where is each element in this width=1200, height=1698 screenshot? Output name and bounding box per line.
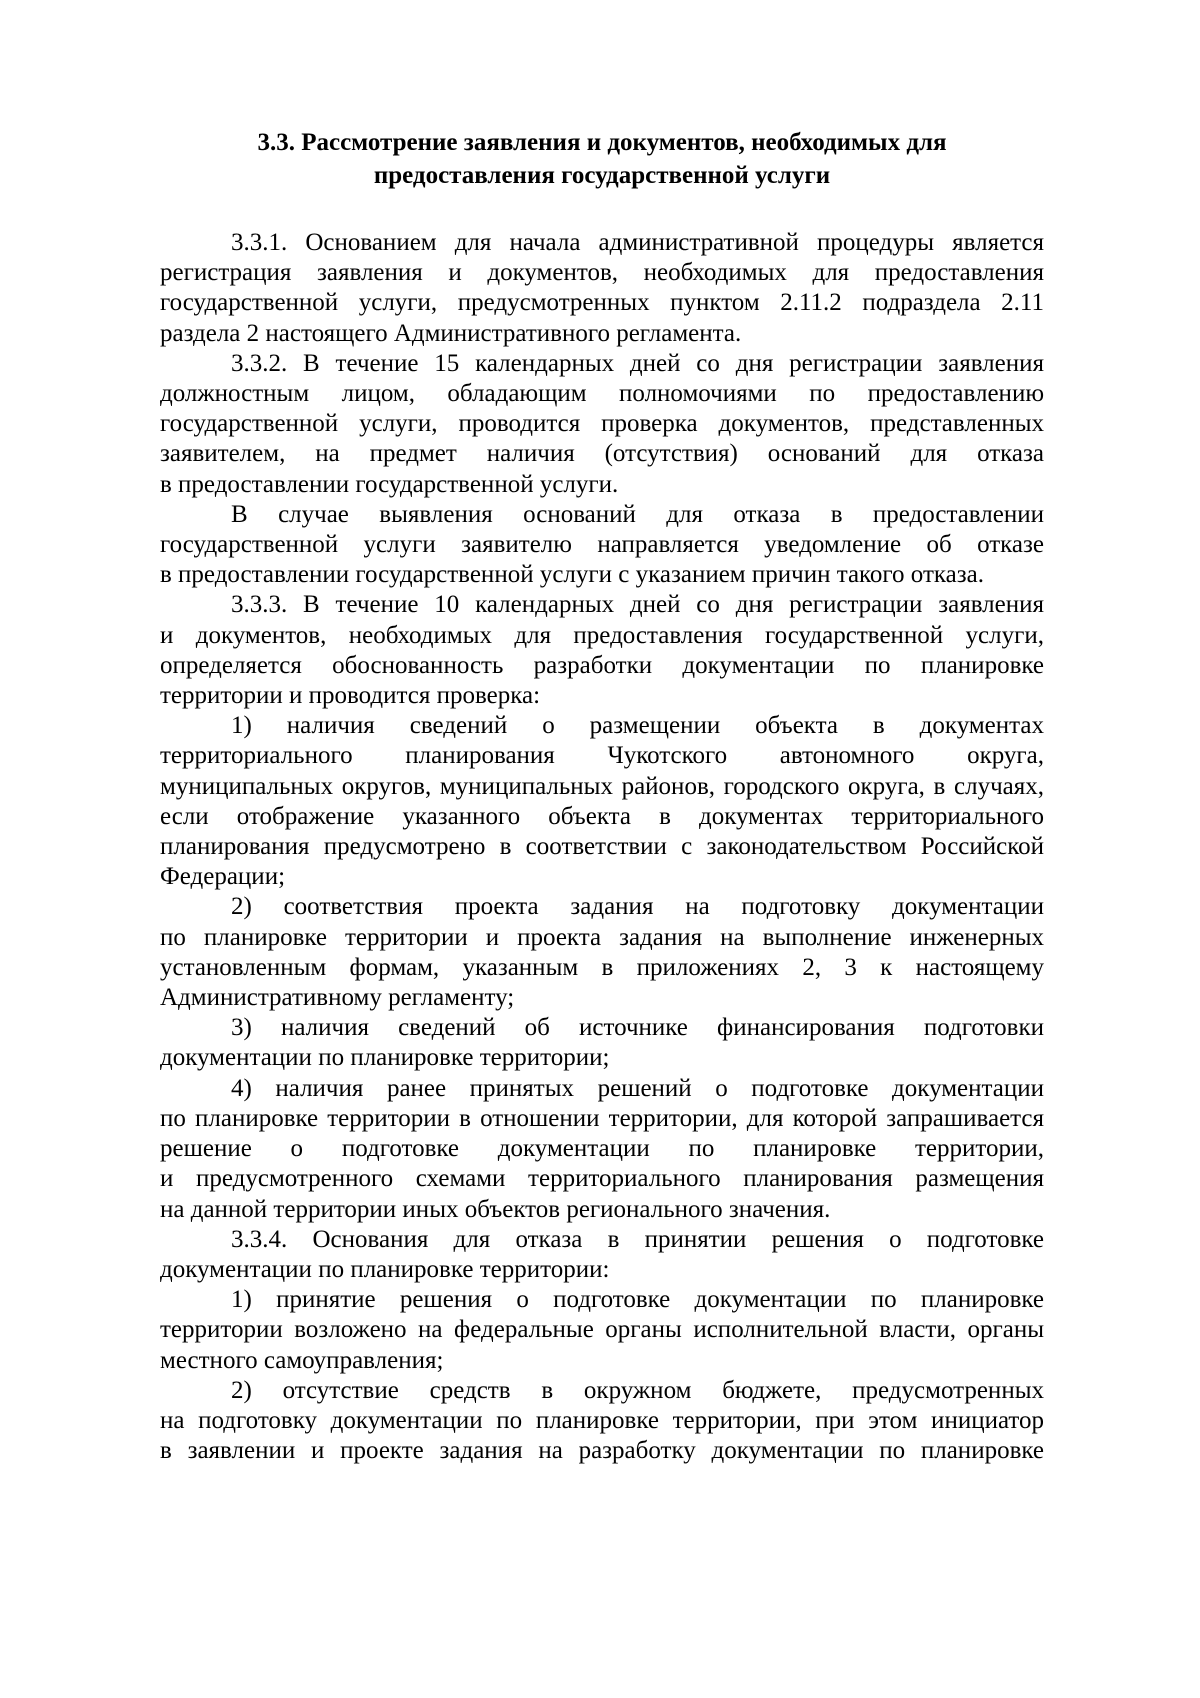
paragraph-line: регистрация заявления и документов, необходимых для предоставления <box>160 259 1044 287</box>
paragraph <box>160 1013 1044 1073</box>
paragraph-line: определяется обоснованность разработки документации по планировке <box>160 651 1044 679</box>
paragraph-line: по планировке территории и проекта задания на выполнение инженерных <box>160 923 1044 951</box>
paragraph-line: 3) наличия сведений об источнике финансирования подготовки <box>231 1014 1044 1042</box>
paragraph-line: должностным лицом, обладающим полномочиями по предоставлению <box>160 380 1044 408</box>
paragraph-line: государственной услуги заявителю направляется уведомление об отказе <box>160 531 1044 559</box>
paragraph-line: и предусмотренного схемами территориального планирования размещения <box>160 1165 1044 1193</box>
paragraph-line: Административному регламенту; <box>160 984 515 1012</box>
paragraph-line: в предоставлении государственной услуги. <box>160 470 619 498</box>
paragraph-line: государственной услуги, проводится проверка документов, представленных <box>160 410 1044 438</box>
paragraph-line: 2) отсутствие средств в окружном бюджете, предусмотренных <box>231 1376 1044 1404</box>
paragraph-line: и документов, необходимых для предоставления государственной услуги, <box>160 621 1044 649</box>
section-heading-line: предоставления государственной услуги <box>373 162 831 189</box>
paragraph-line: 3.3.4. Основания для отказа в принятии решения о подготовке <box>231 1225 1044 1253</box>
paragraph-line: заявителем, на предмет наличия (отсутствия) оснований для отказа <box>160 440 1044 468</box>
paragraph-line: в заявлении и проекте задания на разработку документации по планировке <box>160 1437 1044 1465</box>
paragraph <box>160 590 1044 711</box>
paragraph <box>160 1285 1044 1376</box>
paragraph <box>160 711 1044 892</box>
paragraph <box>160 228 1044 349</box>
paragraph-line: если отображение указанного объекта в документах территориального <box>160 802 1044 830</box>
paragraph-line: документации по планировке территории; <box>160 1044 610 1072</box>
paragraph-line: 3.3.1. Основанием для начала административной процедуры является <box>231 229 1044 256</box>
paragraph-line: В случае выявления оснований для отказа в предоставлении <box>231 500 1044 528</box>
paragraph-line: на данной территории иных объектов регионального значения. <box>160 1195 831 1223</box>
paragraph-line: 2) соответствия проекта задания на подготовку документации <box>231 893 1044 921</box>
paragraph <box>160 1376 1044 1467</box>
document-body <box>160 228 1044 1466</box>
paragraph-line: установленным формам, указанным в приложениях 2, 3 к настоящему <box>160 953 1044 981</box>
paragraph <box>160 892 1044 1013</box>
paragraph-line: государственной услуги, предусмотренных пунктом 2.11.2 подраздела 2.11 <box>160 289 1044 317</box>
paragraph-line: 3.3.2. В течение 15 календарных дней со дня регистрации заявления <box>231 349 1044 377</box>
paragraph-line: 1) наличия сведений о размещении объекта в документах <box>231 712 1044 740</box>
paragraph-line: в предоставлении государственной услуги с указанием причин такого отказа. <box>160 561 984 589</box>
section-heading-line: 3.3. Рассмотрение заявления и документов, необходимых для <box>257 129 947 156</box>
paragraph-line: 1) принятие решения о подготовке документации по планировке <box>231 1286 1044 1314</box>
paragraph-line: решение о подготовке документации по планировке территории, <box>160 1135 1044 1163</box>
paragraph-line: на подготовку документации по планировке территории, при этом инициатор <box>160 1406 1044 1434</box>
paragraph-line: 4) наличия ранее принятых решений о подготовке документации <box>231 1074 1044 1102</box>
paragraph-line: территории возложено на федеральные органы исполнительной власти, органы <box>160 1316 1044 1344</box>
paragraph <box>160 1074 1044 1225</box>
paragraph-line: по планировке территории в отношении территории, для которой запрашивается <box>160 1104 1044 1132</box>
paragraph-line: муниципальных округов, муниципальных районов, городского округа, в случаях, <box>160 772 1044 800</box>
paragraph <box>160 349 1044 500</box>
paragraph-line: 3.3.3. В течение 10 календарных дней со дня регистрации заявления <box>231 591 1044 619</box>
paragraph-line: территориального планирования Чукотского автономного округа, <box>160 742 1044 770</box>
paragraph <box>160 1225 1044 1285</box>
paragraph-line: местного самоуправления; <box>160 1346 444 1374</box>
paragraph-line: территории и проводится проверка: <box>160 682 541 710</box>
section-heading <box>160 126 1044 192</box>
paragraph-line: планирования предусмотрено в соответствии с законодательством Российской <box>160 833 1044 861</box>
paragraph <box>160 500 1044 591</box>
paragraph-line: Федерации; <box>160 863 286 891</box>
paragraph-line: раздела 2 настоящего Административного регламента. <box>160 319 742 347</box>
paragraph-line: документации по планировке территории: <box>160 1255 610 1283</box>
